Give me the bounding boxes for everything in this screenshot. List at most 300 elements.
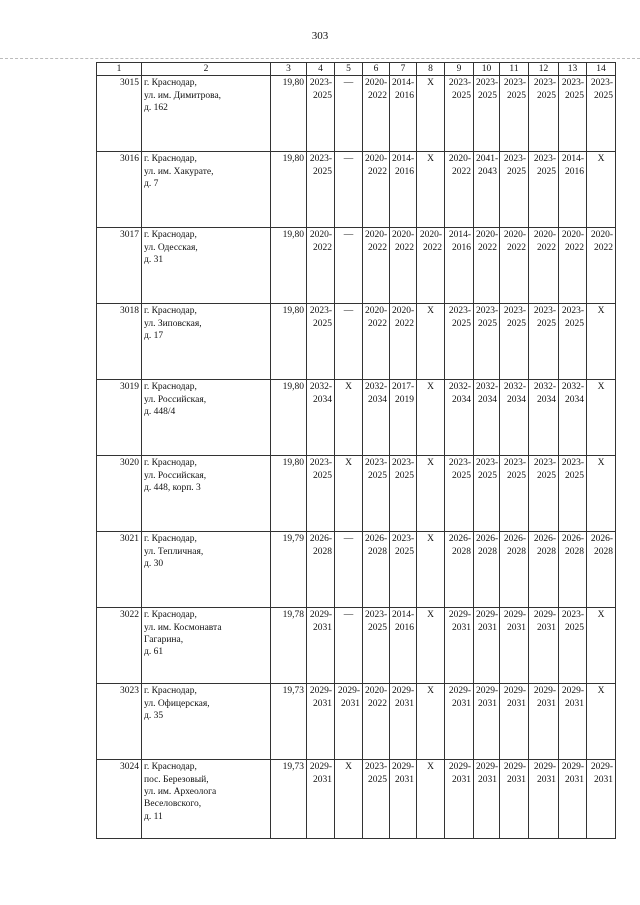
year-range-cell <box>500 532 529 608</box>
year-start: 2023- <box>448 78 471 89</box>
address-line: д. 61 <box>144 647 164 658</box>
year-range-cell <box>363 684 390 760</box>
year-end: 2031 <box>452 622 471 633</box>
year-range-cell <box>559 304 587 380</box>
row-number: 3022 <box>97 608 142 684</box>
year-start: 2032- <box>476 382 499 393</box>
address-line: г. Краснодар, <box>144 306 197 317</box>
year-end: 2016 <box>395 166 414 177</box>
year-range-cell <box>500 228 529 304</box>
year-range-cell <box>559 228 587 304</box>
year-range-cell <box>307 684 335 760</box>
address-line: ул. им. Археолога <box>144 787 217 798</box>
year-start: 2014- <box>392 154 415 165</box>
mark-cell: — <box>335 228 363 304</box>
year-range-cell <box>500 380 529 456</box>
year-range-cell <box>474 532 500 608</box>
address-line: ул. Российская, <box>144 394 207 405</box>
year-range-cell <box>445 304 474 380</box>
mark-cell: X <box>587 684 616 760</box>
year-start: 2020- <box>561 230 584 241</box>
address-line: ул. Офицерская, <box>144 698 210 709</box>
year-start: 2023- <box>309 154 332 165</box>
year-start: 2023- <box>309 78 332 89</box>
address-line: Гагарина, <box>144 635 184 646</box>
address-line: г. Краснодар, <box>144 230 197 241</box>
year-end: 2034 <box>478 394 497 405</box>
year-start: 2032- <box>533 382 556 393</box>
register-table <box>96 62 616 839</box>
address-cell <box>142 228 271 304</box>
year-end: 2025 <box>507 318 526 329</box>
year-end: 2031 <box>341 698 360 709</box>
table-row <box>97 760 616 839</box>
year-range-cell <box>390 76 417 152</box>
year-range-cell <box>307 532 335 608</box>
address-line: д. 162 <box>144 103 168 114</box>
column-header-1: 1 <box>97 63 142 76</box>
year-start: 2023- <box>476 458 499 469</box>
year-start: 2026- <box>590 534 613 545</box>
year-range-cell <box>559 380 587 456</box>
year-range-cell <box>307 456 335 532</box>
year-range-cell <box>587 760 616 839</box>
table-row <box>97 152 616 228</box>
year-range-cell <box>363 228 390 304</box>
year-start: 2020- <box>503 230 526 241</box>
year-end: 2034 <box>537 394 556 405</box>
table-row <box>97 380 616 456</box>
year-start: 2029- <box>476 762 499 773</box>
year-range-cell <box>445 608 474 684</box>
year-end: 2025 <box>368 774 387 785</box>
year-start: 2023- <box>309 306 332 317</box>
year-start: 2023- <box>533 458 556 469</box>
year-start: 2023- <box>365 762 388 773</box>
address-cell <box>142 532 271 608</box>
year-start: 2029- <box>448 762 471 773</box>
address-line: ул. Тепличная, <box>144 546 204 557</box>
year-end: 2031 <box>395 698 414 709</box>
year-start: 2029- <box>392 762 415 773</box>
year-range-cell <box>500 76 529 152</box>
year-end: 2016 <box>452 242 471 253</box>
year-end: 2031 <box>537 698 556 709</box>
year-end: 2028 <box>313 546 332 557</box>
year-end: 2025 <box>313 166 332 177</box>
mark-cell: — <box>335 152 363 228</box>
year-end: 2028 <box>452 546 471 557</box>
year-end: 2022 <box>452 166 471 177</box>
value-cell: 19,80 <box>271 304 307 380</box>
year-range-cell <box>335 684 363 760</box>
register-table-body <box>97 63 616 839</box>
mark-cell: X <box>335 380 363 456</box>
year-start: 2023- <box>533 78 556 89</box>
mark-cell: X <box>417 684 445 760</box>
year-end: 2022 <box>368 698 387 709</box>
year-range-cell <box>390 608 417 684</box>
year-end: 2025 <box>452 470 471 481</box>
year-start: 2029- <box>533 686 556 697</box>
year-start: 2020- <box>365 230 388 241</box>
year-range-cell <box>363 380 390 456</box>
year-start: 2023- <box>392 534 415 545</box>
mark-cell: — <box>335 608 363 684</box>
address-line: г. Краснодар, <box>144 534 197 545</box>
year-start: 2029- <box>533 762 556 773</box>
address-cell <box>142 684 271 760</box>
mark-cell: X <box>417 152 445 228</box>
row-number: 3015 <box>97 76 142 152</box>
column-header-14: 14 <box>587 63 616 76</box>
year-end: 2031 <box>452 698 471 709</box>
year-start: 2026- <box>365 534 388 545</box>
mark-cell: X <box>417 760 445 839</box>
address-cell <box>142 304 271 380</box>
page-number: 303 <box>311 30 329 42</box>
year-end: 2031 <box>313 698 332 709</box>
year-range-cell <box>390 532 417 608</box>
address-line: д. 448/4 <box>144 407 176 418</box>
year-end: 2031 <box>452 774 471 785</box>
year-range-cell <box>559 684 587 760</box>
year-start: 2020- <box>476 230 499 241</box>
year-end: 2022 <box>594 242 613 253</box>
year-end: 2028 <box>478 546 497 557</box>
year-start: 2023- <box>533 306 556 317</box>
year-start: 2032- <box>365 382 388 393</box>
year-range-cell <box>559 532 587 608</box>
value-cell: 19,80 <box>271 456 307 532</box>
year-start: 2026- <box>476 534 499 545</box>
year-end: 2028 <box>594 546 613 557</box>
mark-cell: X <box>335 456 363 532</box>
year-range-cell <box>474 76 500 152</box>
year-start: 2029- <box>561 686 584 697</box>
year-start: 2020- <box>448 154 471 165</box>
year-range-cell <box>559 760 587 839</box>
year-range-cell <box>500 608 529 684</box>
year-end: 2025 <box>478 90 497 101</box>
column-header-11: 11 <box>500 63 529 76</box>
year-start: 2020- <box>365 306 388 317</box>
value-cell: 19,73 <box>271 760 307 839</box>
address-cell <box>142 456 271 532</box>
year-end: 2022 <box>565 242 584 253</box>
year-range-cell <box>474 304 500 380</box>
address-line: ул. им. Космонавта <box>144 622 222 633</box>
address-line: ул. Российская, <box>144 470 207 481</box>
year-end: 2016 <box>395 622 414 633</box>
year-start: 2032- <box>503 382 526 393</box>
year-start: 2029- <box>448 610 471 621</box>
year-range-cell <box>559 76 587 152</box>
year-end: 2022 <box>368 166 387 177</box>
year-range-cell <box>474 152 500 228</box>
address-line: г. Краснодар, <box>144 78 197 89</box>
row-number: 3017 <box>97 228 142 304</box>
column-header-2: 2 <box>142 63 271 76</box>
year-start: 2029- <box>392 686 415 697</box>
column-header-4: 4 <box>307 63 335 76</box>
year-end: 2025 <box>537 318 556 329</box>
table-row <box>97 456 616 532</box>
year-range-cell <box>529 152 559 228</box>
header-row <box>97 63 616 76</box>
column-header-3: 3 <box>271 63 307 76</box>
table-row <box>97 684 616 760</box>
year-start: 2032- <box>448 382 471 393</box>
year-start: 2029- <box>503 686 526 697</box>
address-line: г. Краснодар, <box>144 762 197 773</box>
year-range-cell <box>529 760 559 839</box>
year-end: 2025 <box>565 318 584 329</box>
table-row <box>97 532 616 608</box>
year-end: 2028 <box>507 546 526 557</box>
year-end: 2028 <box>565 546 584 557</box>
year-end: 2031 <box>395 774 414 785</box>
year-start: 2029- <box>309 686 332 697</box>
year-range-cell <box>363 152 390 228</box>
year-start: 2023- <box>561 306 584 317</box>
year-start: 2020- <box>419 230 442 241</box>
year-range-cell <box>363 76 390 152</box>
year-start: 2029- <box>503 762 526 773</box>
year-range-cell <box>445 684 474 760</box>
year-end: 2031 <box>507 622 526 633</box>
mark-cell: X <box>587 608 616 684</box>
year-range-cell <box>417 228 445 304</box>
address-line: г. Краснодар, <box>144 686 197 697</box>
year-end: 2025 <box>507 470 526 481</box>
year-start: 2023- <box>561 458 584 469</box>
year-end: 2025 <box>313 90 332 101</box>
year-range-cell <box>363 532 390 608</box>
year-start: 2029- <box>476 610 499 621</box>
year-start: 2029- <box>448 686 471 697</box>
year-range-cell <box>587 228 616 304</box>
year-start: 2029- <box>309 762 332 773</box>
year-start: 2041- <box>476 154 499 165</box>
year-start: 2020- <box>590 230 613 241</box>
mark-cell: X <box>417 380 445 456</box>
address-cell <box>142 152 271 228</box>
year-start: 2023- <box>533 154 556 165</box>
year-end: 2022 <box>395 318 414 329</box>
year-range-cell <box>500 456 529 532</box>
row-number: 3021 <box>97 532 142 608</box>
year-start: 2029- <box>476 686 499 697</box>
year-range-cell <box>307 304 335 380</box>
address-line: ул. им. Димитрова, <box>144 90 222 101</box>
year-end: 2025 <box>368 622 387 633</box>
table-row <box>97 228 616 304</box>
year-range-cell <box>529 380 559 456</box>
year-range-cell <box>529 684 559 760</box>
year-start: 2026- <box>533 534 556 545</box>
year-end: 2025 <box>537 90 556 101</box>
year-start: 2029- <box>561 762 584 773</box>
mark-cell: X <box>417 456 445 532</box>
year-start: 2023- <box>590 78 613 89</box>
year-end: 2016 <box>565 166 584 177</box>
year-end: 2031 <box>565 698 584 709</box>
year-start: 2014- <box>448 230 471 241</box>
year-range-cell <box>307 380 335 456</box>
year-end: 2022 <box>368 242 387 253</box>
row-number: 3020 <box>97 456 142 532</box>
year-end: 2022 <box>395 242 414 253</box>
year-end: 2031 <box>313 622 332 633</box>
year-end: 2025 <box>537 470 556 481</box>
column-header-13: 13 <box>559 63 587 76</box>
mark-cell: X <box>417 532 445 608</box>
year-end: 2025 <box>507 166 526 177</box>
address-line: Веселовского, <box>144 799 202 810</box>
year-end: 2034 <box>368 394 387 405</box>
mark-cell: X <box>335 760 363 839</box>
row-number: 3018 <box>97 304 142 380</box>
year-range-cell <box>390 304 417 380</box>
year-end: 2043 <box>478 166 497 177</box>
mark-cell: X <box>417 304 445 380</box>
year-end: 2025 <box>507 90 526 101</box>
year-range-cell <box>445 76 474 152</box>
year-end: 2025 <box>395 546 414 557</box>
year-start: 2017- <box>392 382 415 393</box>
year-range-cell <box>307 608 335 684</box>
year-end: 2022 <box>537 242 556 253</box>
year-start: 2023- <box>392 458 415 469</box>
year-end: 2034 <box>507 394 526 405</box>
year-start: 2032- <box>561 382 584 393</box>
address-line: д. 11 <box>144 811 163 822</box>
address-line: д. 31 <box>144 255 164 266</box>
year-end: 2025 <box>537 166 556 177</box>
year-end: 2025 <box>452 90 471 101</box>
year-start: 2026- <box>448 534 471 545</box>
year-end: 2031 <box>478 774 497 785</box>
year-start: 2020- <box>392 306 415 317</box>
value-cell: 19,79 <box>271 532 307 608</box>
year-start: 2014- <box>392 610 415 621</box>
year-end: 2025 <box>313 470 332 481</box>
value-cell: 19,80 <box>271 152 307 228</box>
address-cell <box>142 380 271 456</box>
year-start: 2023- <box>503 78 526 89</box>
address-line: д. 17 <box>144 331 164 342</box>
table-row <box>97 608 616 684</box>
year-end: 2025 <box>565 622 584 633</box>
mark-cell: X <box>417 608 445 684</box>
year-range-cell <box>390 152 417 228</box>
year-range-cell <box>307 228 335 304</box>
year-range-cell <box>363 608 390 684</box>
mark-cell: — <box>335 304 363 380</box>
year-start: 2032- <box>309 382 332 393</box>
year-range-cell <box>500 760 529 839</box>
year-range-cell <box>559 608 587 684</box>
value-cell: 19,78 <box>271 608 307 684</box>
address-line: пос. Березовый, <box>144 774 209 785</box>
year-range-cell <box>500 684 529 760</box>
address-line: г. Краснодар, <box>144 458 197 469</box>
column-header-10: 10 <box>474 63 500 76</box>
address-cell <box>142 760 271 839</box>
year-range-cell <box>587 532 616 608</box>
year-start: 2023- <box>448 306 471 317</box>
year-range-cell <box>390 380 417 456</box>
year-range-cell <box>559 456 587 532</box>
year-start: 2026- <box>503 534 526 545</box>
year-start: 2020- <box>392 230 415 241</box>
year-start: 2029- <box>590 762 613 773</box>
year-start: 2023- <box>476 78 499 89</box>
year-start: 2020- <box>365 686 388 697</box>
year-end: 2025 <box>565 90 584 101</box>
address-line: ул. Зиповская, <box>144 318 202 329</box>
year-end: 2034 <box>565 394 584 405</box>
year-end: 2034 <box>452 394 471 405</box>
page-divider <box>0 58 640 59</box>
year-end: 2031 <box>537 774 556 785</box>
year-end: 2025 <box>478 470 497 481</box>
year-end: 2025 <box>368 470 387 481</box>
column-header-6: 6 <box>363 63 390 76</box>
address-line: ул. Одесская, <box>144 242 198 253</box>
address-line: д. 448, корп. 3 <box>144 483 201 494</box>
table-row <box>97 304 616 380</box>
year-range-cell <box>363 456 390 532</box>
year-end: 2016 <box>395 90 414 101</box>
year-end: 2022 <box>368 318 387 329</box>
year-start: 2020- <box>365 154 388 165</box>
address-line: д. 35 <box>144 711 164 722</box>
year-start: 2029- <box>503 610 526 621</box>
year-range-cell <box>587 76 616 152</box>
year-range-cell <box>307 760 335 839</box>
year-range-cell <box>445 228 474 304</box>
year-end: 2025 <box>313 318 332 329</box>
year-start: 2014- <box>392 78 415 89</box>
year-range-cell <box>445 380 474 456</box>
value-cell: 19,80 <box>271 76 307 152</box>
year-range-cell <box>390 456 417 532</box>
column-header-9: 9 <box>445 63 474 76</box>
year-end: 2022 <box>507 242 526 253</box>
address-line: д. 30 <box>144 559 164 570</box>
year-range-cell <box>445 456 474 532</box>
year-start: 2023- <box>503 154 526 165</box>
year-range-cell <box>559 152 587 228</box>
year-end: 2022 <box>368 90 387 101</box>
year-start: 2020- <box>533 230 556 241</box>
year-range-cell <box>500 152 529 228</box>
year-start: 2026- <box>309 534 332 545</box>
column-header-7: 7 <box>390 63 417 76</box>
year-range-cell <box>363 760 390 839</box>
year-range-cell <box>474 608 500 684</box>
mark-cell: — <box>335 532 363 608</box>
year-start: 2023- <box>309 458 332 469</box>
value-cell: 19,73 <box>271 684 307 760</box>
year-start: 2029- <box>309 610 332 621</box>
address-cell <box>142 608 271 684</box>
year-end: 2025 <box>594 90 613 101</box>
year-range-cell <box>390 760 417 839</box>
row-number: 3019 <box>97 380 142 456</box>
